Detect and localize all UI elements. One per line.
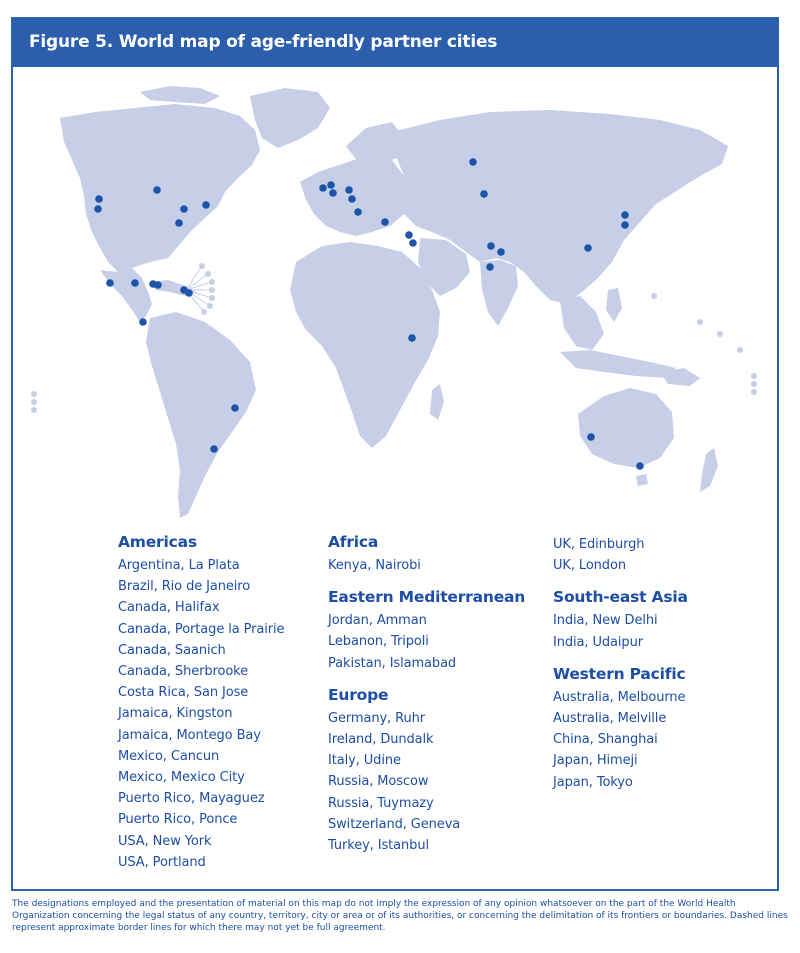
pacific-island (737, 347, 743, 353)
city-name: USA, Portland (118, 854, 206, 870)
region-heading: Eastern Mediterranean (328, 588, 526, 607)
city-marker (480, 190, 488, 198)
pacific-island (751, 373, 757, 379)
city-marker (345, 186, 353, 194)
region-western-pacific (553, 665, 753, 793)
inset-island (202, 310, 207, 315)
inset-island (210, 280, 215, 285)
legend-column-3 (553, 534, 753, 805)
city-marker (584, 244, 592, 252)
city-marker (621, 211, 629, 219)
city-marker (139, 318, 147, 326)
city-marker (94, 205, 102, 213)
city-name: Mexico, Mexico City (118, 770, 245, 786)
caribbean-inset (186, 264, 215, 315)
city-marker (329, 189, 337, 197)
legend-column-2 (328, 533, 548, 868)
city-name: Switzerland, Geneva (328, 816, 461, 832)
inset-island (206, 272, 211, 277)
city-marker (497, 248, 505, 256)
city-marker (202, 201, 210, 209)
region-africa (328, 533, 548, 576)
inset-island (210, 288, 215, 293)
city-marker (131, 279, 139, 287)
city-marker (210, 445, 218, 453)
city-name: USA, New York (118, 833, 212, 849)
city-name: Australia, Melville (553, 711, 667, 727)
pacific-island (697, 319, 703, 325)
city-name: Russia, Tuymazy (328, 795, 434, 811)
pacific-island (31, 399, 37, 405)
city-name: Russia, Moscow (328, 774, 429, 790)
city-name: Canada, Saanich (118, 642, 226, 658)
pacific-island (31, 391, 37, 397)
region-heading: Americas (118, 533, 197, 551)
region-eastern-mediterranean (328, 588, 548, 674)
region-south-east-asia (553, 588, 753, 652)
city-name: Jamaica, Kingston (118, 706, 233, 722)
city-name: Canada, Sherbrooke (118, 664, 249, 680)
city-name: Pakistan, Islamabad (328, 655, 457, 671)
city-marker (408, 334, 416, 342)
leader-line (186, 282, 212, 290)
southeast-asia (560, 296, 604, 350)
city-marker (354, 208, 362, 216)
madagascar (430, 384, 444, 420)
leader-line (186, 266, 202, 290)
city-marker (486, 263, 494, 271)
city-name: Ireland, Dundalk (328, 732, 434, 748)
city-name: Australia, Melbourne (553, 689, 686, 705)
city-name: Jamaica, Montego Bay (118, 727, 261, 743)
region-europe (328, 686, 548, 856)
city-marker (621, 221, 629, 229)
city-name: China, Shanghai (553, 732, 658, 748)
city-marker (405, 231, 413, 239)
city-name: Japan, Tokyo (553, 774, 633, 790)
tasmania (636, 474, 648, 486)
city-name: Mexico, Cancun (118, 748, 220, 764)
city-marker (95, 195, 103, 203)
india (480, 260, 518, 326)
indonesia (560, 350, 676, 378)
arctic-islands (140, 86, 220, 104)
city-marker (180, 205, 188, 213)
city-name: Puerto Rico, Ponce (118, 812, 238, 828)
land-masses (31, 86, 757, 518)
region-heading: Western Pacific (553, 664, 686, 683)
city-marker (487, 242, 495, 250)
city-name: UK, London (553, 558, 626, 574)
city-marker (409, 239, 417, 247)
region-europe-continued (553, 534, 753, 576)
city-marker (231, 404, 239, 412)
city-marker (327, 181, 335, 189)
city-name: Germany, Ruhr (328, 710, 425, 726)
region-americas (118, 533, 308, 873)
city-name: Costa Rica, San Jose (118, 685, 249, 701)
inset-island (200, 264, 205, 269)
city-name: Lebanon, Tripoli (328, 634, 429, 650)
south-america (146, 312, 256, 518)
pacific-island (751, 389, 757, 395)
inset-island (210, 296, 215, 301)
city-name: Kenya, Nairobi (328, 558, 421, 573)
city-marker (381, 218, 389, 226)
philippines (606, 288, 622, 322)
city-marker (587, 433, 595, 441)
central-america (100, 268, 152, 322)
city-marker (348, 195, 356, 203)
pacific-island (31, 407, 37, 413)
city-name: India, New Delhi (553, 613, 658, 629)
city-marker (319, 184, 327, 192)
legend-column-1 (118, 533, 308, 885)
city-marker (154, 281, 162, 289)
figure-title: Figure 5. World map of age-friendly partner cities (29, 32, 498, 52)
region-heading: Europe (328, 685, 389, 704)
city-name: Canada, Halifax (118, 600, 220, 616)
africa (290, 242, 440, 448)
city-name: Japan, Himeji (553, 753, 638, 769)
greenland (250, 88, 330, 148)
leader-line (186, 274, 208, 290)
inset-island (208, 304, 213, 309)
city-marker (153, 186, 161, 194)
city-name: Jordan, Amman (328, 613, 427, 629)
city-marker (106, 279, 114, 287)
europe (300, 156, 410, 236)
city-name: Brazil, Rio de Janeiro (118, 579, 251, 595)
pacific-island (717, 331, 723, 337)
new-zealand (700, 448, 718, 492)
australia (578, 388, 674, 468)
city-name: Puerto Rico, Mayaguez (118, 791, 265, 807)
pacific-island (651, 293, 657, 299)
city-name: Argentina, La Plata (118, 558, 240, 573)
city-name: Turkey, Istanbul (328, 838, 429, 854)
city-name: India, Udaipur (553, 634, 643, 650)
region-heading: South-east Asia (553, 588, 688, 607)
disclaimer-text: The designations employed and the presentation of material on this map do not imply the expression of any opinion whatsoever on the part of the World Health Organization concerning the legal status of any country, territory, city or area or of its authorities, or concerning the delimitation of its frontiers or boundaries. Dashed lines represent approximate border lines for which there may not yet be full agreement. (12, 899, 788, 933)
city-marker (469, 158, 477, 166)
region-heading: Africa (328, 533, 379, 551)
city-name: Canada, Portage la Prairie (118, 621, 285, 637)
city-marker (175, 219, 183, 227)
pacific-island (751, 381, 757, 387)
city-marker (636, 462, 644, 470)
city-name: Italy, Udine (328, 753, 401, 769)
city-marker (185, 289, 193, 297)
city-name: UK, Edinburgh (553, 537, 645, 552)
